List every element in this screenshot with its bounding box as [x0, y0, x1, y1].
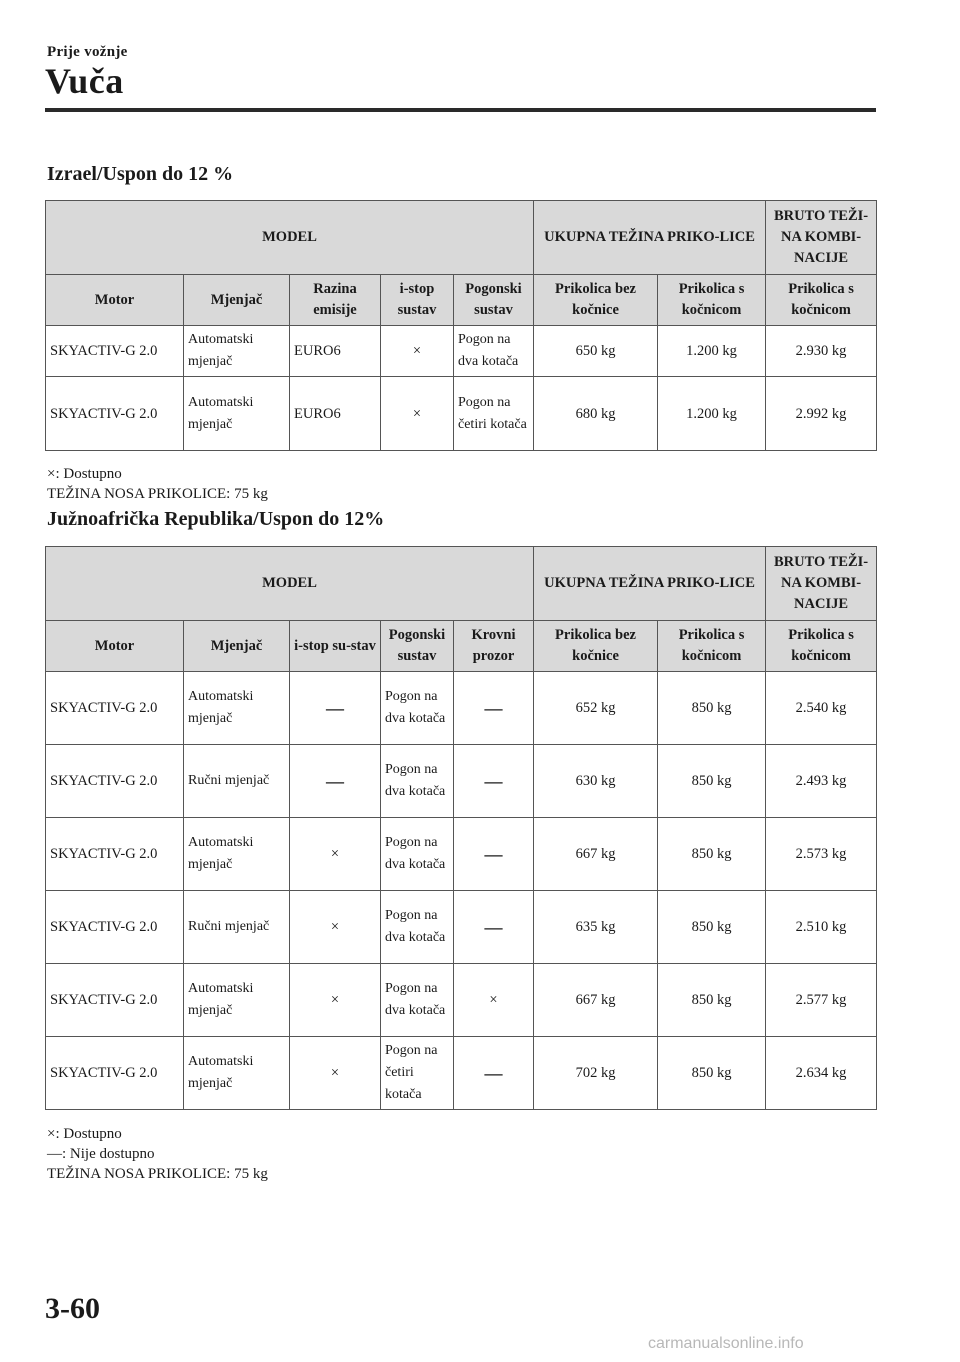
- cell-transmission: Automatski mjenjač: [184, 964, 290, 1037]
- cell-unbraked: 702 kg: [534, 1037, 658, 1110]
- page-title: Vuča: [45, 61, 124, 101]
- cell-istop: ×: [381, 326, 454, 377]
- cell-emission: EURO6: [290, 326, 381, 377]
- cell-gcw: 2.540 kg: [766, 672, 877, 745]
- sa-note-tongue-weight: TEŽINA NOSA PRIKOLICE: 75 kg: [47, 1166, 268, 1182]
- cell-istop: ×: [290, 891, 381, 964]
- israel-note-available: ×: Dostupno: [47, 466, 122, 482]
- cell-drive: Pogon na dva kotača: [381, 818, 454, 891]
- cell-engine: SKYACTIV-G 2.0: [46, 377, 184, 451]
- israel-col-transmission: Mjenjač: [184, 275, 290, 326]
- table-row: [46, 964, 877, 1037]
- cell-engine: SKYACTIV-G 2.0: [46, 745, 184, 818]
- cell-engine: SKYACTIV-G 2.0: [46, 672, 184, 745]
- table-row: [46, 745, 877, 818]
- israel-header-gross-weight: BRUTO TEŽI-NA KOMBI-NACIJE: [766, 201, 877, 275]
- cell-transmission: Automatski mjenjač: [184, 672, 290, 745]
- section-label: Prije vožnje: [47, 44, 128, 60]
- cell-unbraked: 680 kg: [534, 377, 658, 451]
- sa-col-engine: Motor: [46, 621, 184, 672]
- cell-gcw: 2.992 kg: [766, 377, 877, 451]
- cell-braked: 850 kg: [658, 672, 766, 745]
- cell-unbraked: 667 kg: [534, 818, 658, 891]
- israel-col-istop: i-stop sustav: [381, 275, 454, 326]
- sa-col-gcw-braked: Prikolica s kočnicom: [766, 621, 877, 672]
- table-row: [46, 818, 877, 891]
- cell-braked: 850 kg: [658, 818, 766, 891]
- israel-col-emission: Razina emisije: [290, 275, 381, 326]
- watermark: carmanualsonline.info: [648, 1335, 804, 1352]
- table-row: [46, 1037, 877, 1110]
- cell-sunroof: —: [454, 672, 534, 745]
- cell-braked: 1.200 kg: [658, 326, 766, 377]
- cell-transmission: Automatski mjenjač: [184, 818, 290, 891]
- cell-unbraked: 635 kg: [534, 891, 658, 964]
- title-rule: [45, 108, 876, 112]
- israel-note-tongue-weight: TEŽINA NOSA PRIKOLICE: 75 kg: [47, 486, 268, 502]
- sa-col-sunroof: Krovni prozor: [454, 621, 534, 672]
- table-row: [46, 672, 877, 745]
- cell-sunroof: —: [454, 891, 534, 964]
- cell-gcw: 2.634 kg: [766, 1037, 877, 1110]
- israel-header-model: MODEL: [46, 201, 534, 275]
- cell-drive: Pogon na dva kotača: [381, 891, 454, 964]
- cell-engine: SKYACTIV-G 2.0: [46, 326, 184, 377]
- cell-drive: Pogon na dva kotača: [454, 326, 534, 377]
- cell-gcw: 2.510 kg: [766, 891, 877, 964]
- cell-istop: —: [290, 672, 381, 745]
- cell-unbraked: 650 kg: [534, 326, 658, 377]
- sa-col-unbraked: Prikolica bez kočnice: [534, 621, 658, 672]
- south-africa-heading: Južnoafrička Republika/Uspon do 12%: [47, 508, 385, 530]
- cell-gcw: 2.930 kg: [766, 326, 877, 377]
- cell-drive: Pogon na dva kotača: [381, 964, 454, 1037]
- cell-engine: SKYACTIV-G 2.0: [46, 964, 184, 1037]
- cell-istop: ×: [290, 964, 381, 1037]
- sa-col-braked: Prikolica s kočnicom: [658, 621, 766, 672]
- cell-unbraked: 667 kg: [534, 964, 658, 1037]
- cell-transmission: Automatski mjenjač: [184, 326, 290, 377]
- south-africa-table: [45, 546, 877, 1110]
- sa-col-drive: Pogonski sustav: [381, 621, 454, 672]
- page-number: 3-60: [45, 1292, 100, 1325]
- sa-header-model: MODEL: [46, 547, 534, 621]
- cell-engine: SKYACTIV-G 2.0: [46, 818, 184, 891]
- sa-header-gross-weight: BRUTO TEŽI-NA KOMBI-NACIJE: [766, 547, 877, 621]
- israel-table: [45, 200, 877, 451]
- cell-sunroof: —: [454, 818, 534, 891]
- cell-braked: 1.200 kg: [658, 377, 766, 451]
- sa-note-not-available: —: Nije dostupno: [47, 1146, 155, 1162]
- cell-gcw: 2.573 kg: [766, 818, 877, 891]
- sa-note-available: ×: Dostupno: [47, 1126, 122, 1142]
- cell-drive: Pogon na dva kotača: [381, 745, 454, 818]
- cell-transmission: Automatski mjenjač: [184, 377, 290, 451]
- cell-drive: Pogon na dva kotača: [381, 672, 454, 745]
- cell-sunroof: ×: [454, 964, 534, 1037]
- sa-col-istop: i-stop su-stav: [290, 621, 381, 672]
- cell-istop: ×: [290, 1037, 381, 1110]
- sa-col-transmission: Mjenjač: [184, 621, 290, 672]
- cell-transmission: Ručni mjenjač: [184, 891, 290, 964]
- cell-sunroof: —: [454, 1037, 534, 1110]
- cell-istop: ×: [290, 818, 381, 891]
- cell-emission: EURO6: [290, 377, 381, 451]
- israel-col-braked: Prikolica s kočnicom: [658, 275, 766, 326]
- cell-transmission: Ručni mjenjač: [184, 745, 290, 818]
- israel-col-drive: Pogonski sustav: [454, 275, 534, 326]
- cell-drive: Pogon na četiri kotača: [454, 377, 534, 451]
- israel-col-engine: Motor: [46, 275, 184, 326]
- cell-braked: 850 kg: [658, 891, 766, 964]
- cell-braked: 850 kg: [658, 1037, 766, 1110]
- israel-col-unbraked: Prikolica bez kočnice: [534, 275, 658, 326]
- cell-engine: SKYACTIV-G 2.0: [46, 891, 184, 964]
- cell-istop: —: [290, 745, 381, 818]
- cell-braked: 850 kg: [658, 964, 766, 1037]
- israel-col-gcw-braked: Prikolica s kočnicom: [766, 275, 877, 326]
- sa-header-trailer-weight: UKUPNA TEŽINA PRIKO-LICE: [534, 547, 766, 621]
- israel-heading: Izrael/Uspon do 12 %: [47, 163, 234, 185]
- cell-gcw: 2.577 kg: [766, 964, 877, 1037]
- table-row: [46, 377, 877, 451]
- table-row: [46, 891, 877, 964]
- cell-drive: Pogon na četiri kotača: [381, 1037, 454, 1110]
- table-row: [46, 326, 877, 377]
- cell-istop: ×: [381, 377, 454, 451]
- israel-header-trailer-weight: UKUPNA TEŽINA PRIKO-LICE: [534, 201, 766, 275]
- cell-braked: 850 kg: [658, 745, 766, 818]
- cell-engine: SKYACTIV-G 2.0: [46, 1037, 184, 1110]
- cell-transmission: Automatski mjenjač: [184, 1037, 290, 1110]
- cell-gcw: 2.493 kg: [766, 745, 877, 818]
- cell-unbraked: 630 kg: [534, 745, 658, 818]
- cell-sunroof: —: [454, 745, 534, 818]
- cell-unbraked: 652 kg: [534, 672, 658, 745]
